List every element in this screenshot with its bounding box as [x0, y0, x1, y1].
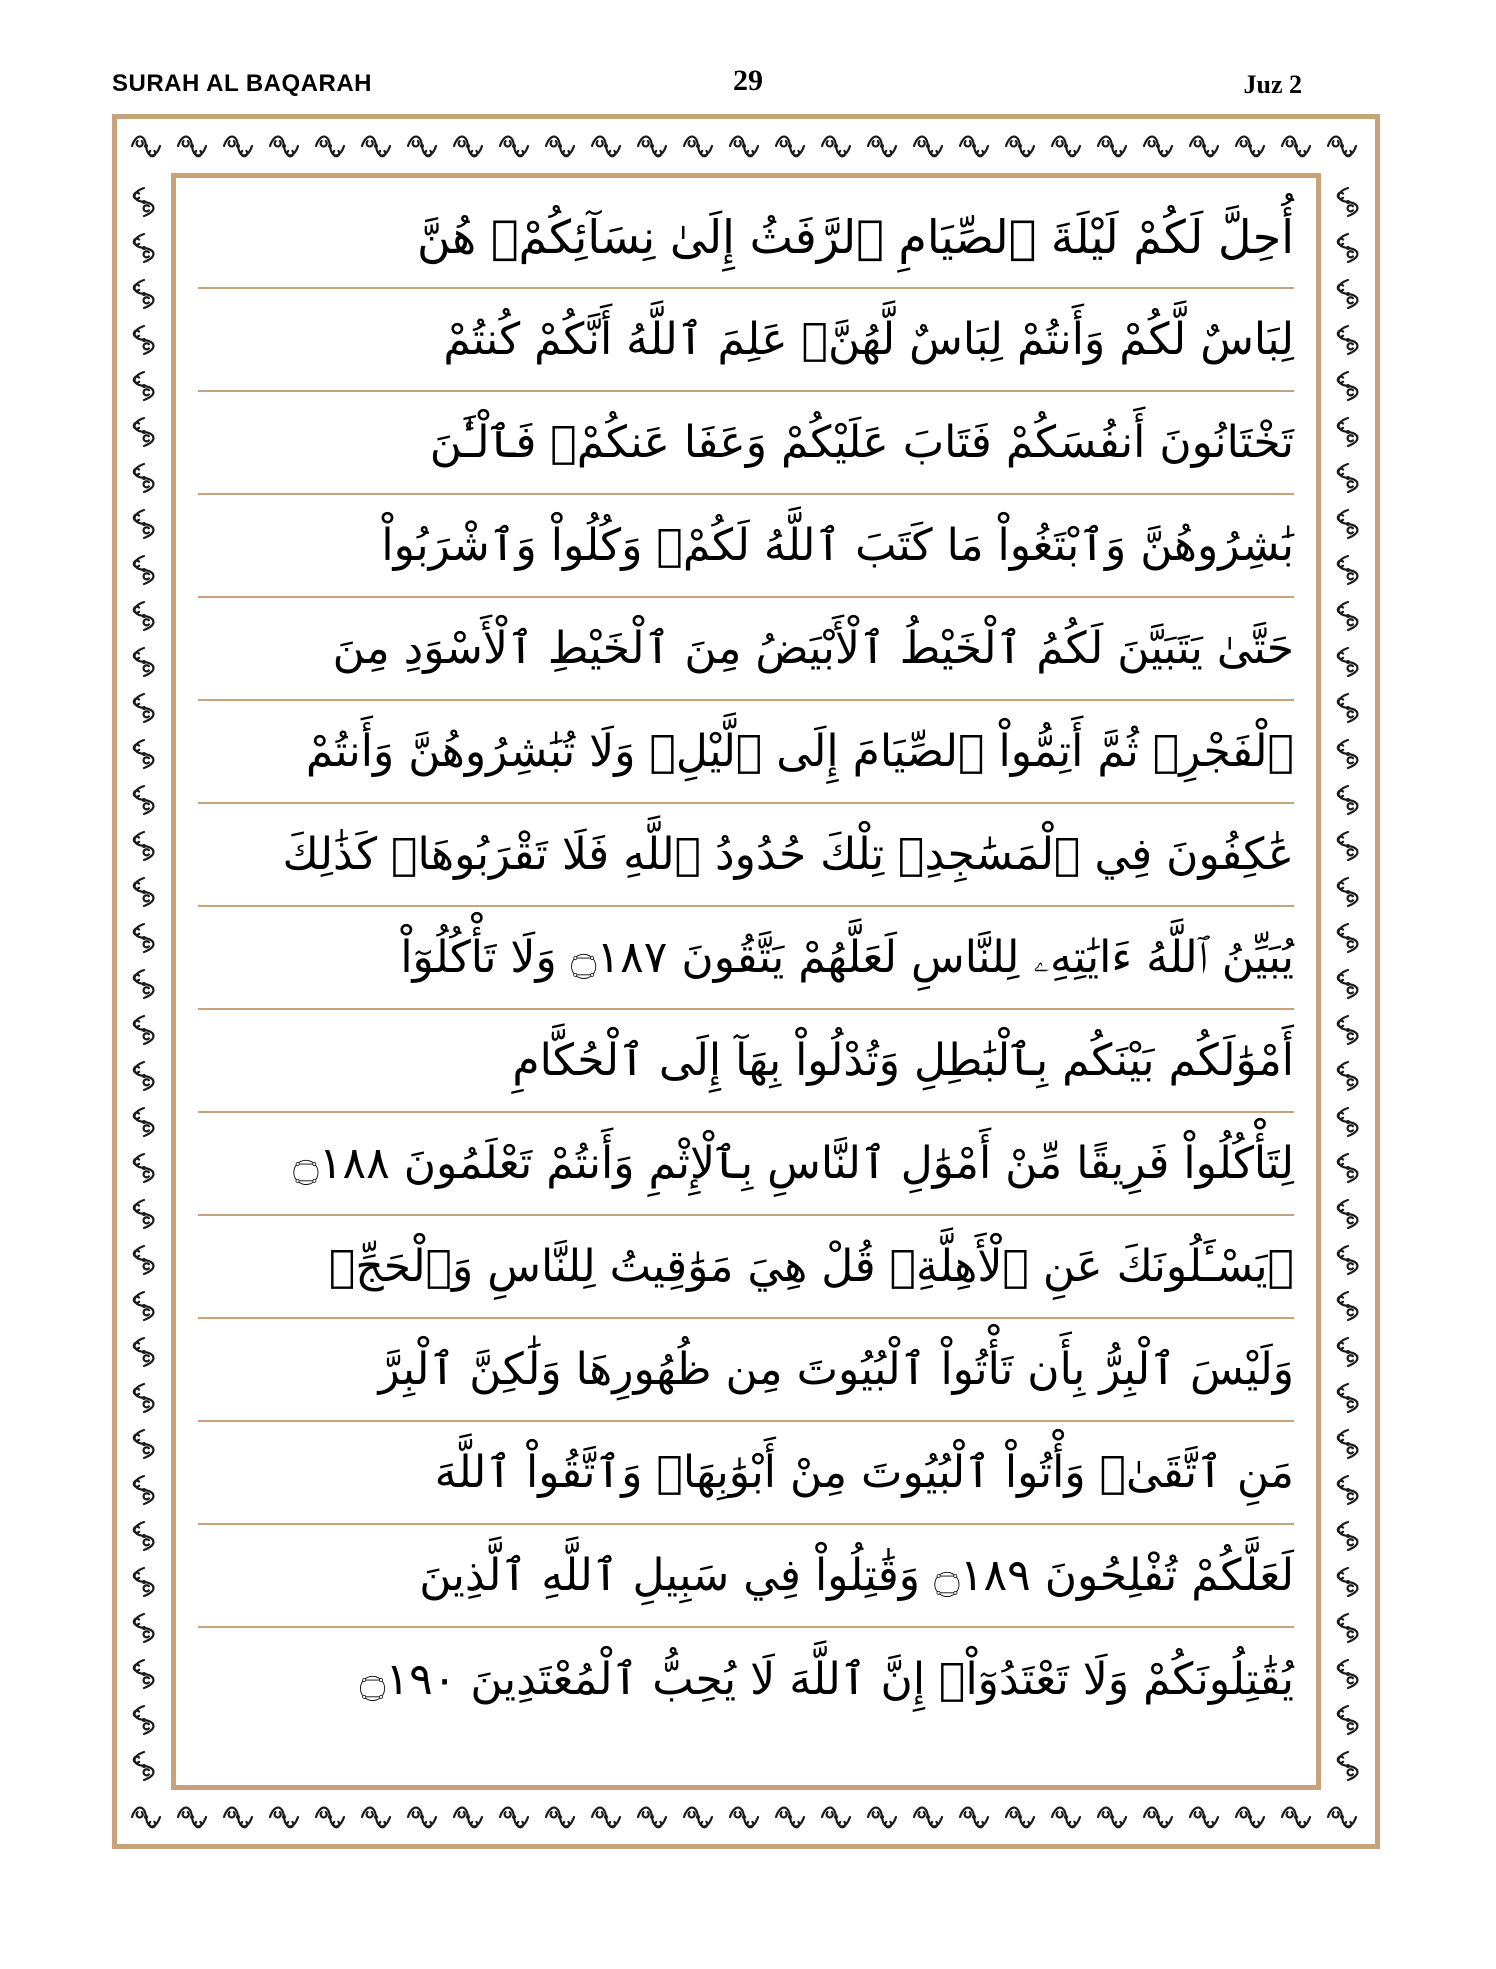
verse-line: أُحِلَّ لَكُمْ لَيْلَةَ ٱلصِّيَامِ ٱلرَّفَثُ إِلَىٰ نِسَآئِكُمْۚ هُنَّ [198, 186, 1294, 289]
floral-scroll-icon [117, 1790, 1375, 1844]
page-header [0, 0, 1496, 115]
verse-line: وَلَيْسَ ٱلْبِرُّ بِأَن تَأْتُواْ ٱلْبُيُوتَ مِن ظُهُورِهَا وَلَٰكِنَّ ٱلْبِرَّ [198, 1319, 1294, 1422]
surah-name: SURAH AL BAQARAH [112, 70, 372, 97]
verse-line: بَٰشِرُوهُنَّ وَٱبْتَغُواْ مَا كَتَبَ ٱللَّهُ لَكُمْۚ وَكُلُواْ وَٱشْرَبُواْ [198, 495, 1294, 598]
verse-text-block [176, 178, 1316, 1785]
verse-line: لِبَاسٌ لَّكُمْ وَأَنتُمْ لِبَاسٌ لَّهُنَّۗ عَلِمَ ٱللَّهُ أَنَّكُمْ كُنتُمْ [198, 289, 1294, 392]
floral-scroll-icon [117, 119, 1375, 173]
verse-line: لَعَلَّكُمْ تُفْلِحُونَ ۝١٨٩ وَقَٰتِلُواْ فِي سَبِيلِ ٱللَّهِ ٱلَّذِينَ [198, 1525, 1294, 1628]
floral-scroll-icon [117, 173, 171, 1790]
verse-line: تَخْتَانُونَ أَنفُسَكُمْ فَتَابَ عَلَيْكُمْ وَعَفَا عَنكُمْۖ فَٱلْـَٰٔنَ [198, 392, 1294, 495]
verse-line: عَٰكِفُونَ فِي ٱلْمَسَٰجِدِۗ تِلْكَ حُدُودُ ٱللَّهِ فَلَا تَقْرَبُوهَاۗ كَذَٰلِكَ [198, 804, 1294, 907]
verse-line: ٱلْفَجْرِۖ ثُمَّ أَتِمُّواْ ٱلصِّيَامَ إِلَى ٱلَّيْلِۚ وَلَا تُبَٰشِرُوهُنَّ وَأَنتُمْ [198, 701, 1294, 804]
verse-line: لِتَأْكُلُواْ فَرِيقًا مِّنْ أَمْوَٰلِ ٱلنَّاسِ بِٱلْإِثْمِ وَأَنتُمْ تَعْلَمُونَ ۝١٨٨ [198, 1113, 1294, 1216]
floral-scroll-icon [1321, 173, 1375, 1790]
page-number: 29 [733, 64, 763, 97]
verse-line: يُقَٰتِلُونَكُمْ وَلَا تَعْتَدُوٓاْۚ إِنَّ ٱللَّهَ لَا يُحِبُّ ٱلْمُعْتَدِينَ ۝١٩٠ [359, 1654, 1294, 1705]
verse-line: أَمْوَٰلَكُم بَيْنَكُم بِٱلْبَٰطِلِ وَتُدْلُواْ بِهَآ إِلَى ٱلْحُكَّامِ [198, 1010, 1294, 1113]
verse-line: حَتَّىٰ يَتَبَيَّنَ لَكُمُ ٱلْخَيْطُ ٱلْأَبْيَضُ مِنَ ٱلْخَيْطِ ٱلْأَسْوَدِ مِنَ [198, 598, 1294, 701]
verse-line: يُبَيِّنُ ٱللَّهُ ءَايَٰتِهِۦ لِلنَّاسِ لَعَلَّهُمْ يَتَّقُونَ ۝١٨٧ وَلَا تَأْكُلُوٓاْ [198, 907, 1294, 1010]
verse-line: مَنِ ٱتَّقَىٰۗ وَأْتُواْ ٱلْبُيُوتَ مِنْ أَبْوَٰبِهَاۚ وَٱتَّقُواْ ٱللَّهَ [198, 1422, 1294, 1525]
juz-label: Juz 2 [1243, 70, 1302, 99]
verse-line: ۞يَسْـَٔلُونَكَ عَنِ ٱلْأَهِلَّةِۖ قُلْ هِيَ مَوَٰقِيتُ لِلنَّاسِ وَٱلْحَجِّۗ [198, 1216, 1294, 1319]
